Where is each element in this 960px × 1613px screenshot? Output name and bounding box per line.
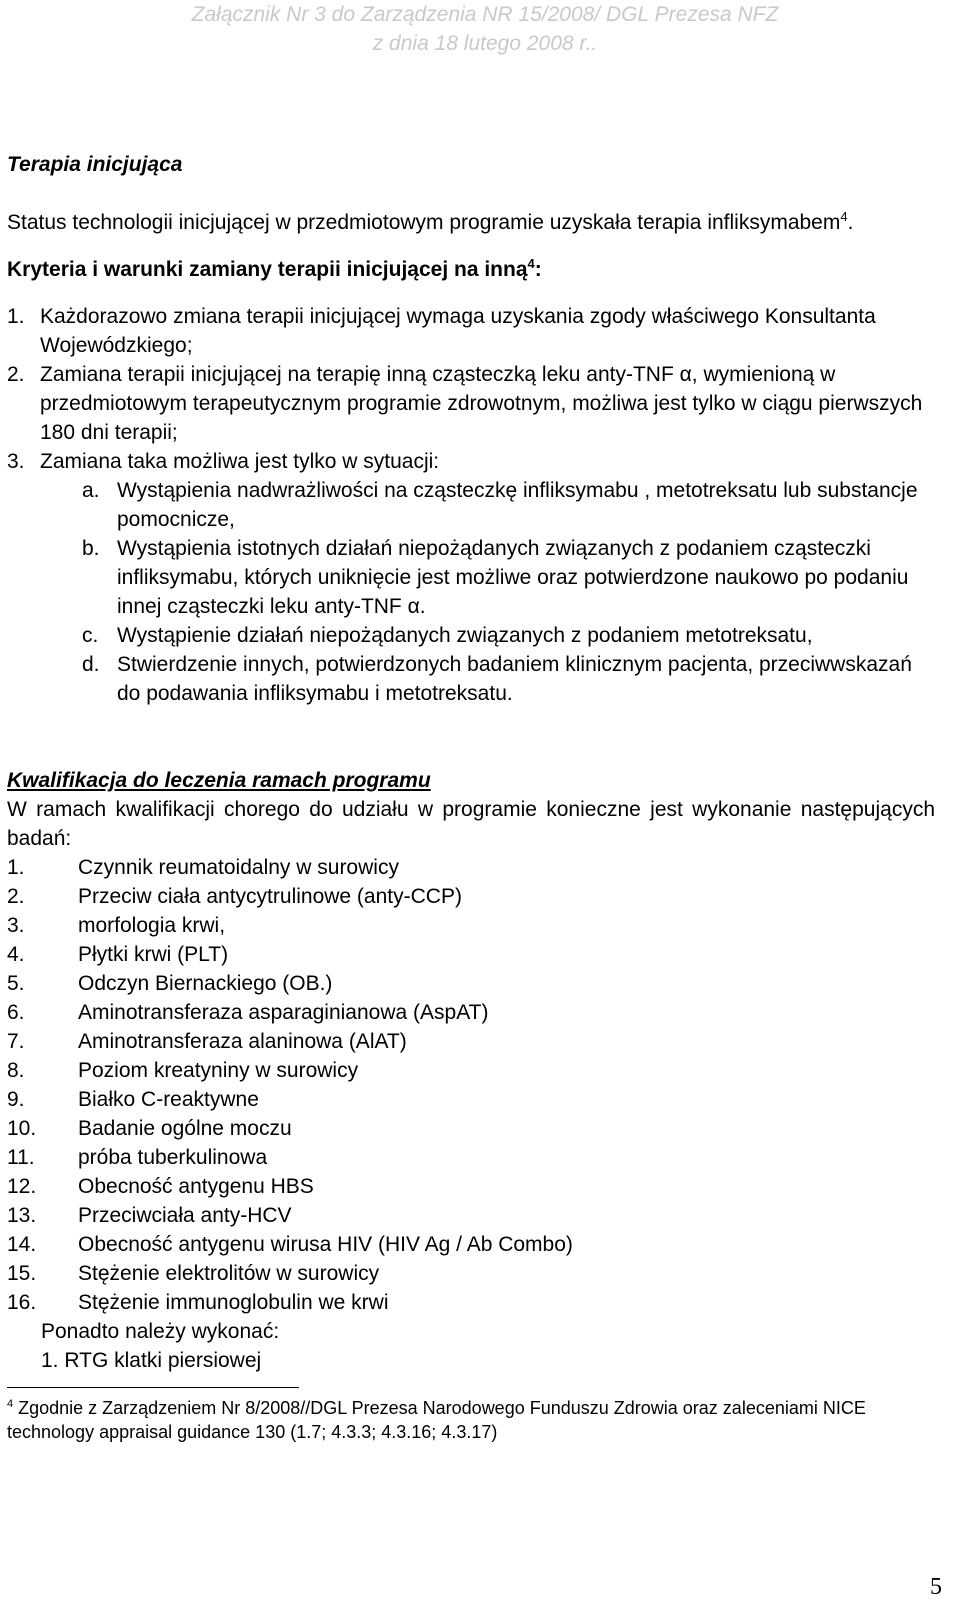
- list-item-text: Przeciwciała anty-HCV: [78, 1204, 292, 1227]
- initial-therapy-paragraph: [7, 208, 935, 237]
- footnote: [7, 1396, 935, 1444]
- list-item-number: 1.: [7, 856, 25, 879]
- list-item: [7, 1085, 935, 1114]
- list-item-text: Zamiana terapii inicjującej na terapię inną cząsteczką leku anty-TNF α, wymienioną w przedmiotowym terapeutycznym programie zdrowotnym, możliwa jest tylko w ciągu pierwszych 180 dni terapii;: [40, 363, 923, 444]
- list-item-number: 16.: [7, 1291, 37, 1314]
- list-item-number: 4.: [7, 943, 25, 966]
- list-item-text: Odczyn Biernackiego (OB.): [78, 972, 333, 995]
- list-item-text: Stężenie immunoglobulin we krwi: [78, 1291, 389, 1314]
- list-item-number: 13.: [7, 1204, 37, 1227]
- list-item: [7, 1143, 935, 1172]
- list-item-letter: c.: [82, 624, 99, 647]
- list-item: [7, 1288, 935, 1317]
- list-item: [7, 853, 935, 882]
- list-item-letter: d.: [82, 653, 100, 676]
- list-item: [7, 1346, 935, 1375]
- list-item-text: Stwierdzenie innych, potwierdzonych badaniem klinicznym pacjenta, przeciwwskazań do podawania infliksymabu i metotreksatu.: [117, 653, 912, 705]
- list-item: [7, 302, 935, 360]
- list-item: [7, 882, 935, 911]
- additional-label: Ponadto należy wykonać:: [41, 1320, 280, 1343]
- list-item-text: Badanie ogólne moczu: [78, 1117, 292, 1140]
- footnote-ref[interactable]: 4: [840, 209, 848, 224]
- list-item-number: 1.: [41, 1349, 59, 1372]
- list-item-number: 9.: [7, 1088, 25, 1111]
- qualification-intro: W ramach kwalifikacji chorego do udziału w programie konieczne jest wykonanie następujących badań:: [7, 798, 935, 850]
- list-item: [7, 534, 935, 621]
- list-item-number: 8.: [7, 1059, 25, 1082]
- initial-therapy-text: Status technologii inicjującej w przedmiotowym programie uzyskała terapia infliksymabem: [7, 211, 841, 234]
- list-item-number: 2.: [7, 885, 25, 908]
- footnote-text: Zgodnie z Zarządzeniem Nr 8/2008//DGL Prezesa Narodowego Funduszu Zdrowia oraz zaleceniami NICE technology appraisal guidance 130 (1.7; 4.3.3; 4.3.16; 4.3.17): [7, 1398, 866, 1442]
- list-item-text: Zamiana taka możliwa jest tylko w sytuacji:: [40, 450, 440, 473]
- footnote-number: 4: [7, 1398, 14, 1410]
- criteria-list: [7, 302, 935, 476]
- list-item-text: Stężenie elektrolitów w surowicy: [78, 1262, 380, 1285]
- list-item-text: Każdorazowo zmiana terapii inicjującej wymaga uzyskania zgody właściwego Konsultanta Wojewódzkiego;: [40, 305, 876, 357]
- list-item: [7, 1027, 935, 1056]
- criteria-sublist: [7, 476, 935, 708]
- list-item-text: Czynnik reumatoidalny w surowicy: [78, 856, 399, 879]
- list-item-number: 6.: [7, 1001, 25, 1024]
- list-item-text: Wystąpienia nadwrażliwości na cząsteczkę infliksymabu , metotreksatu lub substancje pomocnicze,: [117, 479, 918, 531]
- qualification-heading: Kwalifikacja do leczenia ramach programu: [7, 769, 431, 792]
- list-item-text: Obecność antygenu wirusa HIV (HIV Ag / Ab Combo): [78, 1233, 573, 1256]
- list-item: [7, 360, 935, 447]
- list-item-number: 12.: [7, 1175, 37, 1198]
- criteria-heading-end: :: [534, 258, 542, 281]
- list-item: [7, 1259, 935, 1288]
- list-item-number: 10.: [7, 1117, 37, 1140]
- list-item-letter: b.: [82, 537, 100, 560]
- list-item-text: próba tuberkulinowa: [78, 1146, 268, 1169]
- list-item-text: Obecność antygenu HBS: [78, 1175, 314, 1198]
- list-item-text: RTG klatki piersiowej: [64, 1349, 262, 1372]
- list-item-number: 3.: [7, 914, 25, 937]
- list-item-text: Przeciw ciała antycytrulinowe (anty-CCP): [78, 885, 462, 908]
- list-item: [7, 1230, 935, 1259]
- footnote-ref[interactable]: 4: [527, 256, 535, 271]
- list-item: [7, 1114, 935, 1143]
- page-number: 5: [930, 1574, 942, 1600]
- criteria-heading: [7, 255, 935, 284]
- list-item-number: 15.: [7, 1262, 37, 1285]
- list-item: [7, 1201, 935, 1230]
- list-item-text: Białko C-reaktywne: [78, 1088, 259, 1111]
- list-item: [7, 969, 935, 998]
- list-item-number: 11.: [7, 1146, 35, 1169]
- list-item-number: 3.: [7, 450, 25, 473]
- list-item-number: 14.: [7, 1233, 37, 1256]
- list-item-number: 1.: [7, 305, 25, 328]
- initial-therapy-end: .: [847, 211, 854, 234]
- tests-list: [7, 853, 935, 1317]
- list-item-number: 5.: [7, 972, 25, 995]
- list-item: [7, 650, 935, 708]
- list-item: [7, 447, 935, 476]
- list-item: [7, 1172, 935, 1201]
- list-item: [7, 998, 935, 1027]
- list-item-text: Wystąpienie działań niepożądanych związanych z podaniem metotreksatu,: [117, 624, 813, 647]
- header-line-1: Załącznik Nr 3 do Zarządzenia NR 15/2008/ DGL Prezesa NFZ: [191, 3, 779, 26]
- list-item: [7, 940, 935, 969]
- list-item-letter: a.: [82, 479, 100, 502]
- initial-therapy-heading: Terapia inicjująca: [7, 153, 183, 176]
- list-item-text: Poziom kreatyniny w surowicy: [78, 1059, 359, 1082]
- criteria-heading-text: Kryteria i warunki zamiany terapii inicjującej na inną: [7, 258, 528, 281]
- document-header: [0, 0, 960, 58]
- list-item-text: Aminotransferaza asparaginianowa (AspAT): [78, 1001, 489, 1024]
- list-item: [7, 476, 935, 534]
- header-line-2: z dnia 18 lutego 2008 r..: [372, 32, 598, 55]
- list-item: [7, 911, 935, 940]
- list-item-text: Płytki krwi (PLT): [78, 943, 229, 966]
- list-item-text: Wystąpienia istotnych działań niepożądanych związanych z podaniem cząsteczki infliksymabu, których uniknięcie jest możliwe oraz potwierdzone naukowo po podaniu innej cząsteczki leku anty-TNF α.: [117, 537, 909, 618]
- list-item: [7, 621, 935, 650]
- list-item: [7, 1056, 935, 1085]
- list-item-text: morfologia krwi,: [78, 914, 226, 937]
- list-item-text: Aminotransferaza alaninowa (AlAT): [78, 1030, 407, 1053]
- list-item-number: 7.: [7, 1030, 25, 1053]
- page-body: [7, 150, 935, 1444]
- list-item-number: 2.: [7, 363, 25, 386]
